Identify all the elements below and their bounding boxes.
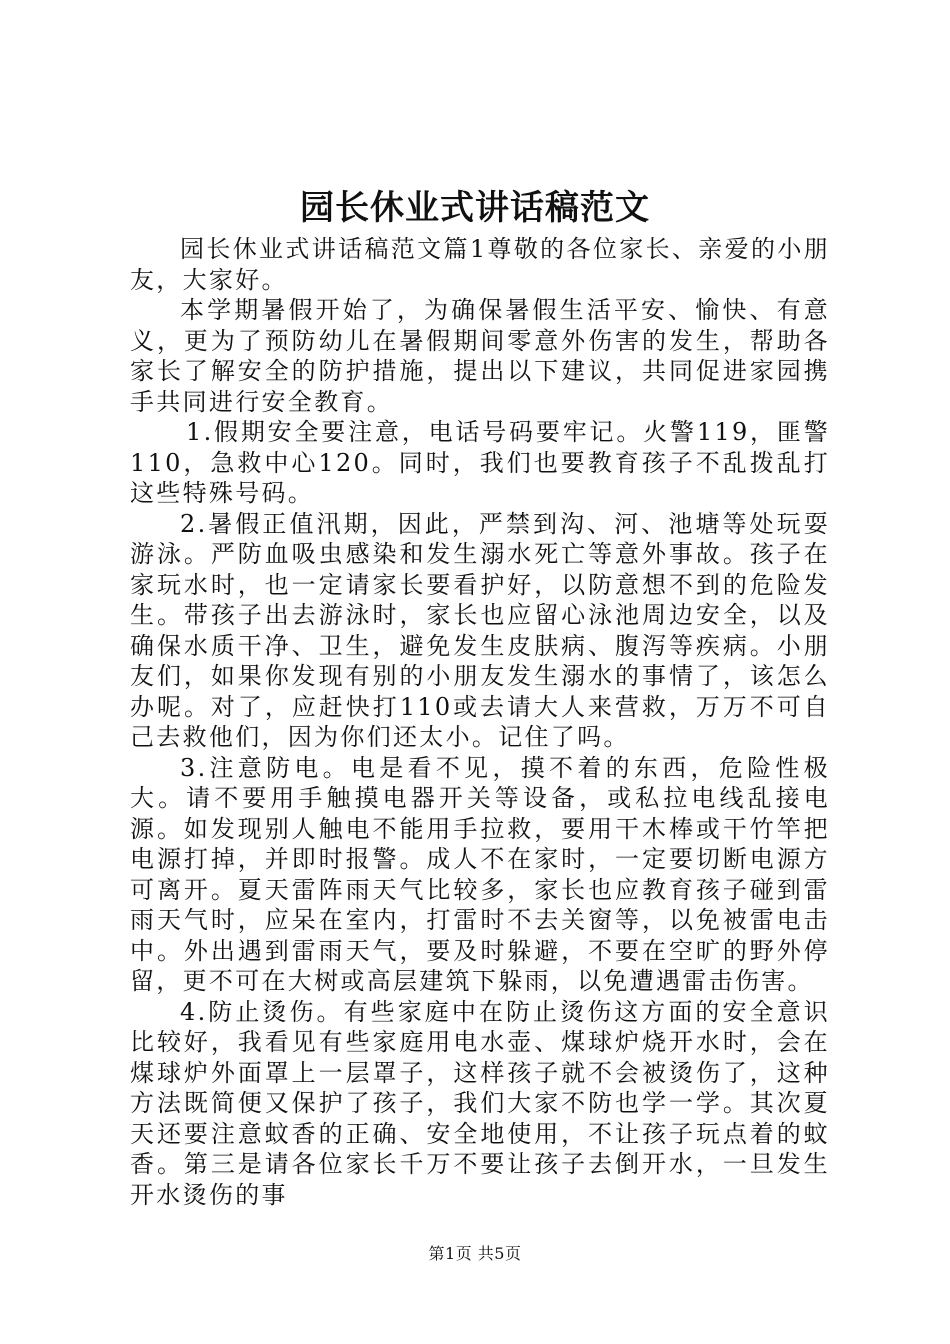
paragraph-intro: 园长休业式讲话稿范文篇1尊敬的各位家长、亲爱的小朋友，大家好。 [130,235,830,294]
page-number-footer: 第1页 共5页 [428,1244,522,1263]
document-body [130,234,830,1210]
paragraph-item-3: 3.注意防电。电是看不见，摸不着的东西，危险性极大。请不要用手触摸电器开关等设备，或私拉电线乱接电源。如发现别人触电不能用手拉救，要用干木棒或干竹竿把电源打掉，并即时报警。成人不在家时，一定要切断电源方可离开。夏天雷阵雨天气比较多，家长也应教育孩子碰到雷雨天气时，应呆在室内，打雷时不去关窗等，以免被雷电击中。外出遇到雷雨天气，要及时躲避，不要在空旷的野外停留，更不可在大树或高层建筑下躲雨，以免遭遇雷击伤害。 [130,753,830,995]
paragraph-summer-safety: 本学期暑假开始了，为确保暑假生活平安、愉快、有意义，更为了预防幼儿在暑假期间零意外伤害的发生，帮助各家长了解安全的防护措施，提出以下建议，共同促进家园携手共同进行安全教育。 [130,296,830,416]
paragraph-item-4: 4.防止烫伤。有些家庭中在防止烫伤这方面的安全意识比较好，我看见有些家庭用电水壶、煤球炉烧开水时，会在煤球炉外面罩上一层罩子，这样孩子就不会被烫伤了，这种方法既简便又保护了孩子，我们大家不防也学一学。其次夏天还要注意蚊香的正确、安全地使用，不让孩子玩点着的蚊香。第三是请各位家长千万不要让孩子去倒开水，一旦发生开水烫伤的事 [130,997,830,1209]
document-title: 园长休业式讲话稿范文 [300,188,650,228]
paragraph-item-1: 1.假期安全要注意，电话号码要牢记。火警119，匪警110，急救中心120。同时，我们也要教育孩子不乱拨乱打这些特殊号码。 [130,418,830,507]
paragraph-item-2: 2.暑假正值汛期，因此，严禁到沟、河、池塘等处玩耍游泳。严防血吸虫感染和发生溺水死亡等意外事故。孩子在家玩水时，也一定请家长要看护好，以防意想不到的危险发生。带孩子出去游泳时，家长也应留心泳池周边安全，以及确保水质干净、卫生，避免发生皮肤病、腹泻等疾病。小朋友们，如果你发现有别的小朋友发生溺水的事情了，该怎么办呢。对了，应赶快打110或去请大人来营救，万万不可自己去救他们，因为你们还太小。记住了吗。 [130,509,830,751]
